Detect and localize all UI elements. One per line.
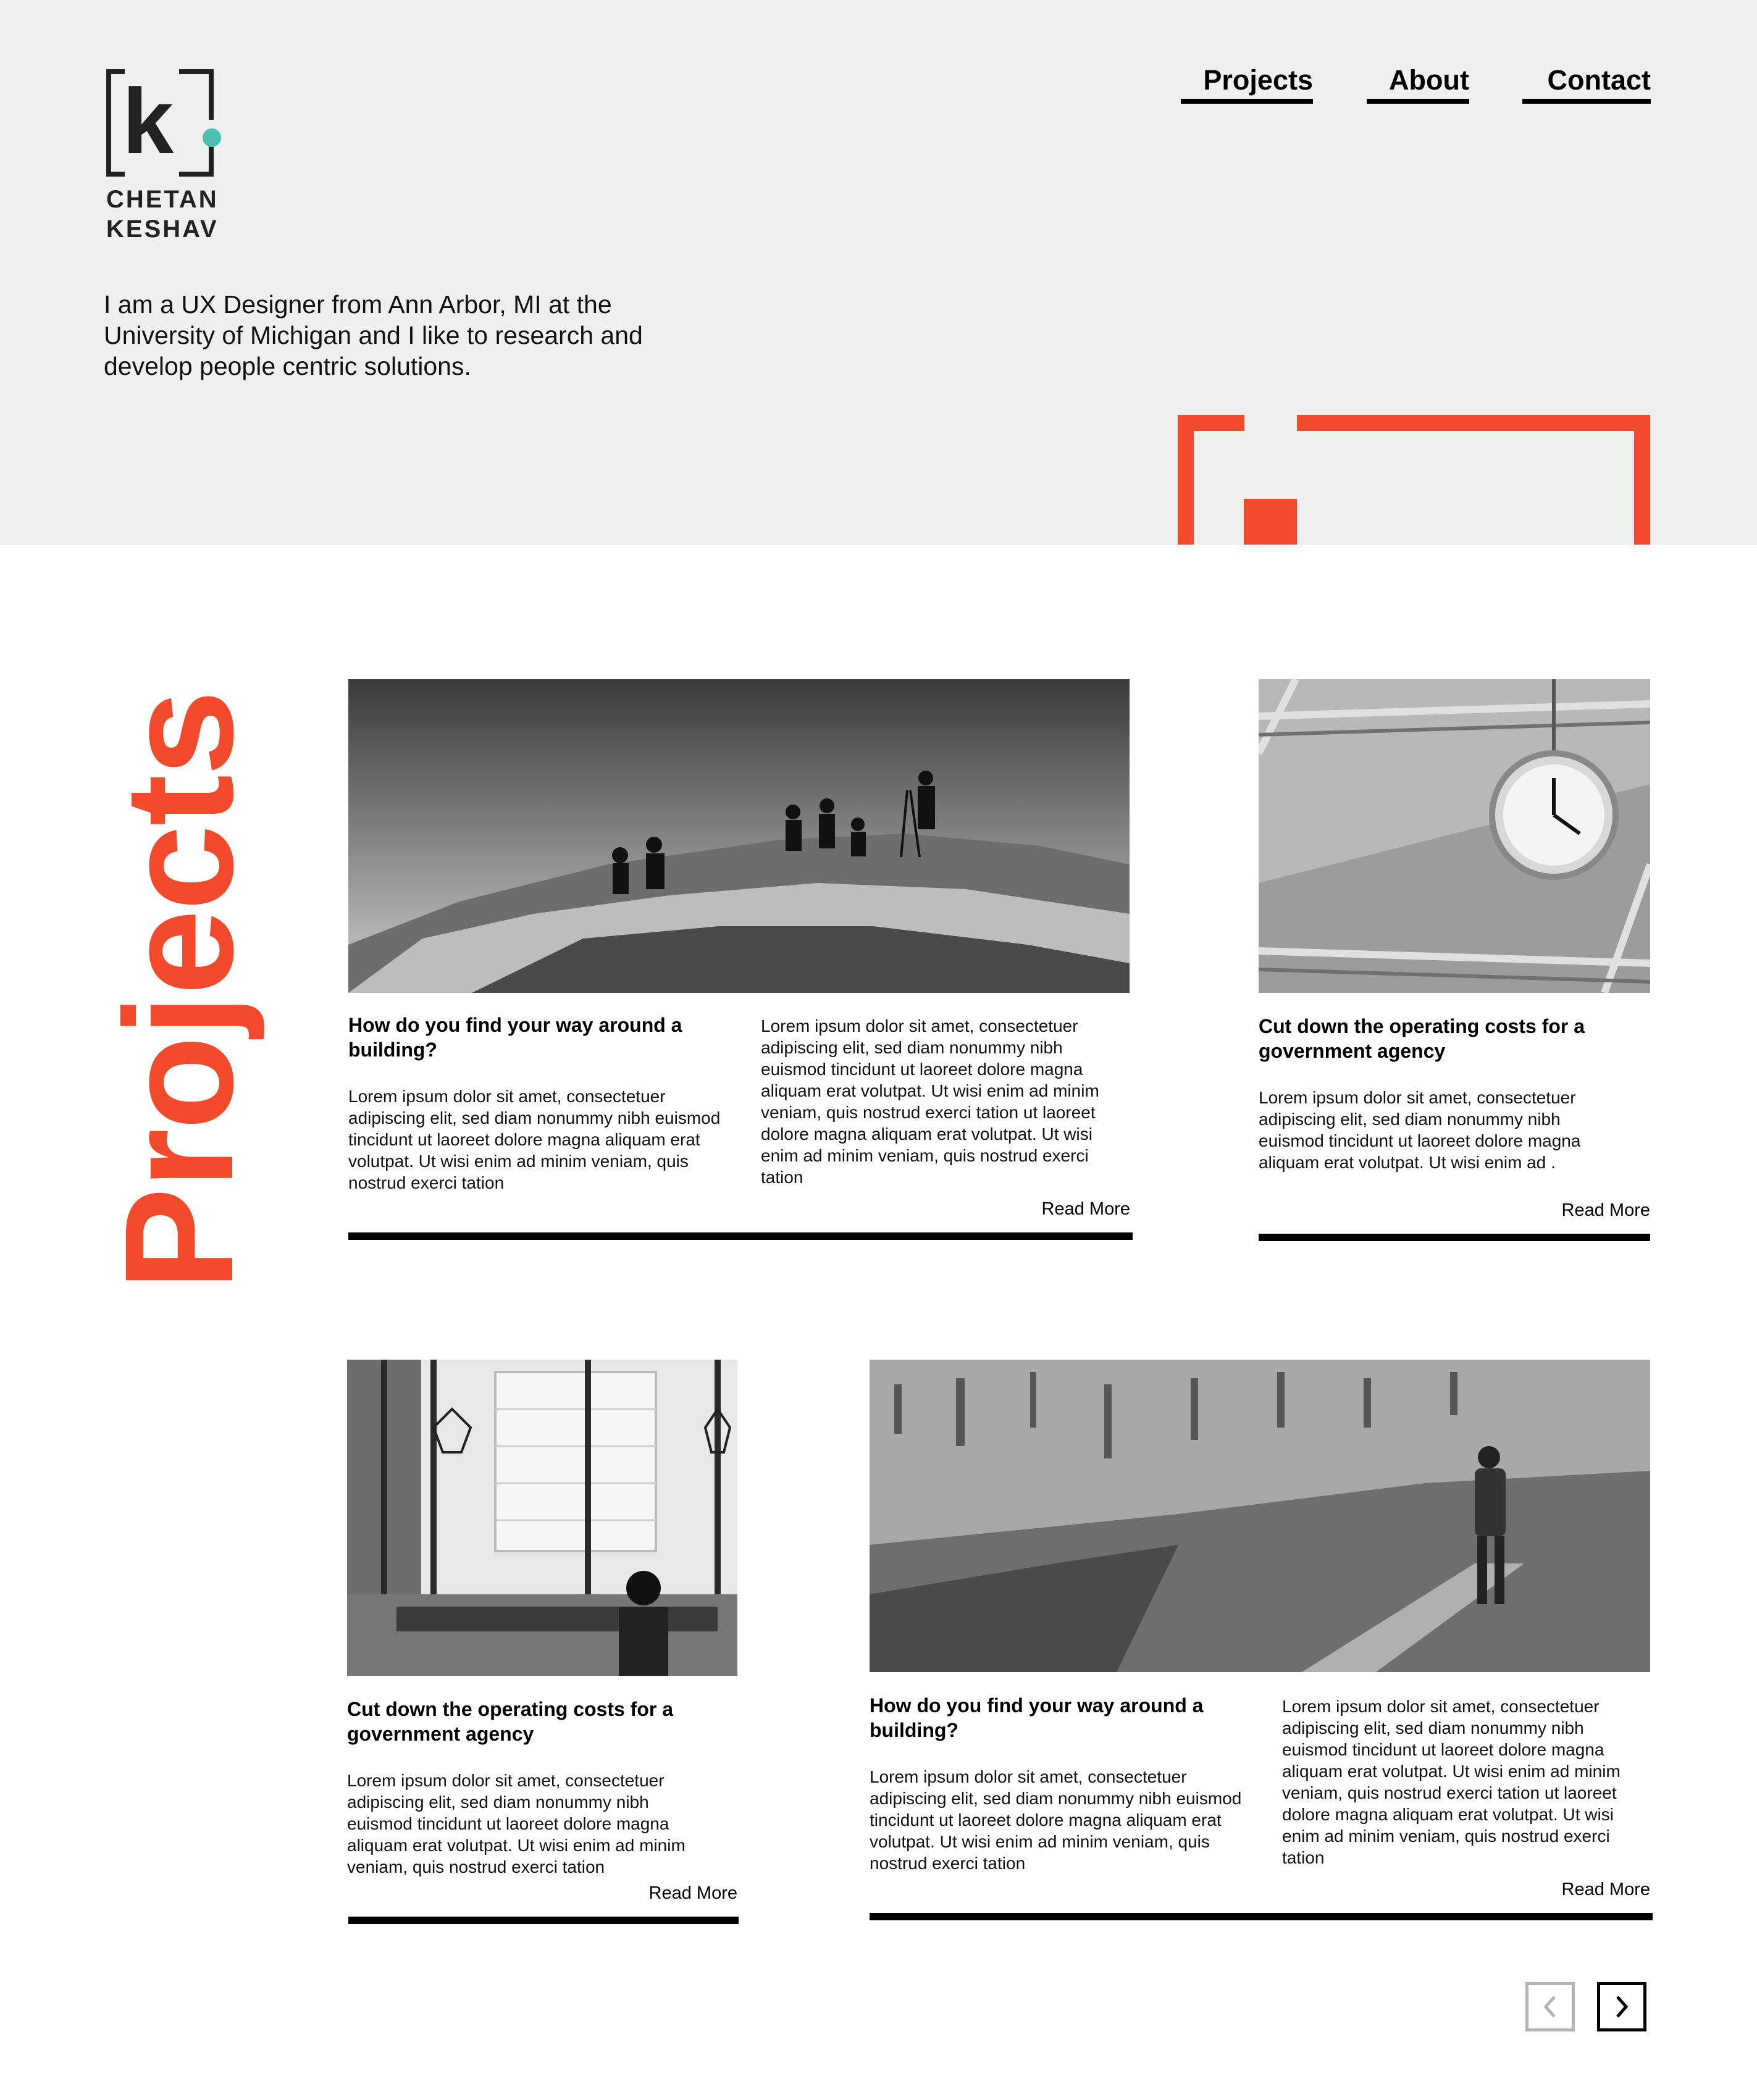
body-line: adipiscing elit, sed diam nonummy nibh [347, 1793, 649, 1812]
nav-contact[interactable]: Contact [1522, 62, 1651, 104]
office-window-photo-icon [347, 1360, 737, 1676]
wall-walker-photo-icon [870, 1360, 1650, 1672]
card-body-left [348, 1086, 750, 1194]
body-line: Lorem ipsum dolor sit amet, consectetuer [870, 1767, 1187, 1786]
card-divider [348, 1917, 739, 1924]
body-line: nostrud exerci tation [348, 1173, 505, 1192]
body-line: adipiscing elit, sed diam nonummy nibh euismod [870, 1789, 1242, 1808]
body-line: tincidunt ut laoreet dolore magna aliquam erat [348, 1130, 700, 1149]
card-body-right [761, 1015, 1131, 1188]
body-line: aliquam erat volutpat. Ut wisi enim ad minim [1282, 1762, 1621, 1781]
decor-bar [1178, 415, 1194, 545]
body-line: veniam, quis nostrud exerci tation [347, 1857, 605, 1876]
card-title-line: building? [870, 1719, 958, 1741]
nav-projects[interactable]: Projects [1181, 62, 1313, 104]
intro-line: I am a UX Designer from Ann Arbor, MI at the [104, 290, 612, 319]
card-image-walker[interactable] [870, 1360, 1650, 1672]
body-line: adipiscing elit, sed diam nonummy nibh [1282, 1718, 1584, 1738]
decor-bar [1297, 415, 1650, 431]
body-line: aliquam erat volutpat. Ut wisi enim ad minim [347, 1836, 686, 1855]
body-line: volutpat. Ut wisi enim ad minim veniam, quis [870, 1832, 1210, 1851]
section-title-text: Projects [93, 691, 265, 1291]
body-line: euismod tincidunt ut laoreet dolore magna [1282, 1740, 1604, 1759]
card-title-line: building? [348, 1039, 437, 1061]
body-line: Lorem ipsum dolor sit amet, consectetuer [1259, 1088, 1576, 1107]
body-line: tation [1282, 1848, 1325, 1867]
logo-letter: k [122, 69, 174, 173]
next-page-button[interactable] [1597, 1982, 1646, 2031]
card-image-office[interactable] [347, 1360, 737, 1676]
card-title-line: Cut down the operating costs for a [347, 1698, 674, 1720]
body-line: adipiscing elit, sed diam nonummy nibh [1259, 1110, 1561, 1129]
card-title[interactable] [1259, 1014, 1654, 1063]
header [0, 0, 1757, 545]
body-line: euismod tincidunt ut laoreet dolore magna [761, 1060, 1083, 1079]
intro-line: University of Michigan and I like to research and [104, 321, 643, 349]
card-title[interactable] [348, 1013, 744, 1062]
logo-accent-dot [203, 128, 221, 147]
body-line: Lorem ipsum dolor sit amet, consectetuer [347, 1771, 665, 1790]
body-line: euismod tincidunt ut laoreet dolore magna [1259, 1131, 1581, 1150]
intro-text [104, 289, 709, 382]
ceiling-clock-photo-icon [1259, 679, 1650, 993]
card-title-line: government agency [347, 1723, 534, 1745]
card-divider [870, 1913, 1653, 1920]
chevron-left-icon [1541, 1994, 1559, 2019]
card-title-line: Cut down the operating costs for a [1259, 1015, 1585, 1037]
body-line: dolore magna aliquam erat volutpat. Ut wisi [1282, 1805, 1614, 1824]
body-line: Lorem ipsum dolor sit amet, consectetuer [348, 1087, 666, 1106]
chevron-right-icon [1612, 1994, 1631, 2019]
card-title[interactable] [347, 1697, 742, 1746]
body-line: veniam, quis nostrud exerci tation ut laoreet [761, 1103, 1096, 1122]
card-title-line: How do you find your way around a [870, 1694, 1204, 1717]
body-line: aliquam erat volutpat. Ut wisi enim ad . [1259, 1153, 1556, 1172]
card-body-right [1282, 1696, 1653, 1868]
body-line: euismod tincidunt ut laoreet dolore magna [347, 1814, 669, 1833]
body-line: Lorem ipsum dolor sit amet, consectetuer [761, 1016, 1078, 1035]
card-image-hikers[interactable] [348, 679, 1130, 993]
body-line: veniam, quis nostrud exerci tation ut laoreet [1282, 1783, 1617, 1802]
card-divider [348, 1232, 1133, 1240]
prev-page-button[interactable] [1525, 1982, 1575, 2031]
logo-last-name: KESHAV [106, 215, 219, 243]
card-image-clock[interactable] [1259, 679, 1650, 993]
body-line: nostrud exerci tation [870, 1854, 1026, 1873]
read-more-link[interactable]: Read More [648, 1883, 737, 1903]
logo-mark [105, 68, 216, 179]
intro-line: develop people centric solutions. [104, 352, 471, 380]
read-more-link[interactable]: Read More [1561, 1200, 1650, 1220]
card-divider [1259, 1234, 1650, 1241]
decor-bar [1634, 415, 1650, 545]
body-line: enim ad minim veniam, quis nostrud exerci [1282, 1826, 1610, 1846]
card-body [1259, 1087, 1654, 1173]
read-more-link[interactable]: Read More [1561, 1880, 1650, 1899]
mountain-hikers-photo-icon [348, 679, 1130, 993]
nav-about[interactable]: About [1367, 62, 1469, 104]
card-title-line: government agency [1259, 1040, 1446, 1062]
body-line: dolore magna aliquam erat volutpat. Ut wisi [761, 1124, 1092, 1144]
body-line: enim ad minim veniam, quis nostrud exerci [761, 1146, 1089, 1165]
card-title[interactable] [870, 1693, 1265, 1742]
card-title-line: How do you find your way around a [348, 1014, 682, 1036]
body-line: Lorem ipsum dolor sit amet, consectetuer [1282, 1697, 1600, 1716]
section-title [93, 611, 265, 1291]
body-line: adipiscing elit, sed diam nonummy nibh euismod [348, 1108, 721, 1127]
logo-first-name: CHETAN [106, 186, 219, 213]
body-line: aliquam erat volutpat. Ut wisi enim ad minim [761, 1081, 1099, 1100]
card-body-left [870, 1766, 1271, 1874]
card-body [347, 1770, 742, 1878]
body-line: adipiscing elit, sed diam nonummy nibh [761, 1038, 1063, 1057]
logo[interactable] [105, 68, 229, 247]
decor-square [1244, 499, 1297, 545]
body-line: volutpat. Ut wisi enim ad minim veniam, quis [348, 1152, 689, 1171]
read-more-link[interactable]: Read More [1041, 1199, 1130, 1219]
body-line: tation [761, 1168, 803, 1187]
body-line: tincidunt ut laoreet dolore magna aliquam erat [870, 1810, 1222, 1830]
